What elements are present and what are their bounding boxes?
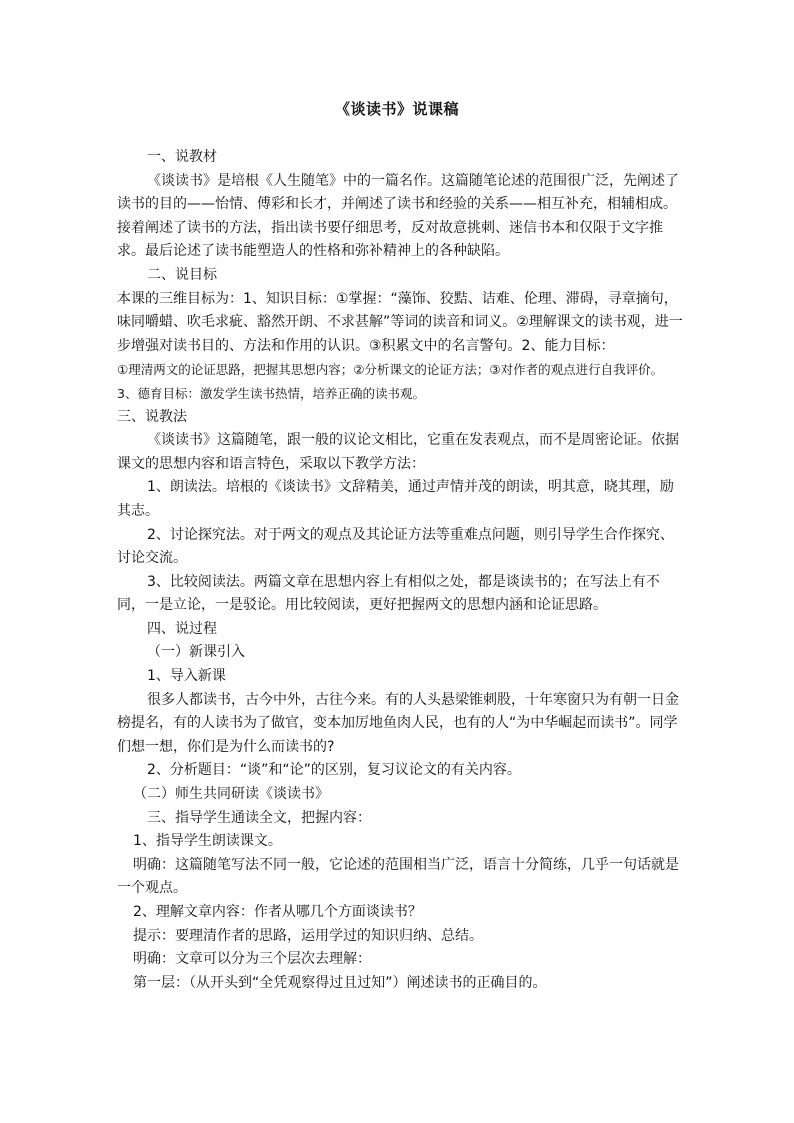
document-body [117, 146, 683, 995]
subheading-new-lesson: （一）新课引入 [147, 644, 245, 661]
section-heading-goals: 二、说目标 [147, 266, 217, 283]
subheading-joint-study: （二）师生共同研读《谈读书》 [133, 786, 329, 803]
section-heading-textbook: 一、说教材 [147, 149, 217, 165]
subheading-introduction: 1、导入新课 [147, 668, 226, 685]
paragraph-textbook-intro: 《谈读书》是培根《人生随笔》中的一篇名作。这篇随笔论述的范围很广泛，先阐述了读书的目的——怡情、傅彩和长才，并阐述了读书和经验的关系——相互补充，相辅相成。接着阐述了读书的方法，指出读书要仔细思考，反对故意挑刺、迷信书本和仅限于文字推求。最后论述了读书能塑造人的性格和弥补精神上的各种缺陷。 [117, 172, 679, 260]
paragraph-guide-read-aloud: 1、指导学生朗读课文。 [133, 833, 282, 850]
paragraph-understand-content: 2、理解文章内容：作者从哪几个方面谈读书？ [133, 904, 422, 920]
section-heading-methods: 三、说教法 [117, 408, 187, 425]
paragraph-method-discussion: 2、讨论探究法。对于两文的观点及其论证方法等重难点问题，则引导学生合作探究、讨论交流。 [117, 526, 674, 567]
document-title: 《谈读书》说课稿 [334, 100, 459, 118]
paragraph-analyze-title: 2、分析题目：“谈”和“论”的区别，复习议论文的有关内容。 [147, 762, 521, 779]
paragraph-hint: 提示：要理清作者的思路，运用学过的知识归纳、总结。 [133, 927, 483, 944]
paragraph-clarify-style: 明确：这篇随笔写法不同一般，它论述的范围相当广泛，语言十分简练，几乎一句话就是一个观点。 [117, 856, 679, 897]
paragraph-methods-intro: 《谈读书》这篇随笔，跟一般的议论文相比，它重在发表观点，而不是周密论证。依据课文的思想内容和语言特色，采取以下教学方法： [117, 432, 679, 472]
paragraph-first-layer: 第一层：（从开头到“全凭观察得过且过知”）阐述读书的正确目的。 [133, 974, 547, 991]
paragraph-method-reading: 1、朗读法。培根的《谈读书》文辞精美，通过声情并茂的朗读，明其意，晓其理，励其志。 [117, 479, 674, 519]
paragraph-method-comparison: 3、比较阅读法。两篇文章在思想内容上有相似之处，都是谈读书的；在写法上有不同，一是立论，一是驳论。用比较阅读，更好把握两文的思想内涵和论证思路。 [117, 573, 660, 614]
paragraph-introduction: 很多人都读书，古今中外，古往今来。有的人头悬梁锥刺股，十年寒窗只为有朝一日金榜提名，有的人读书为了做官，变本加厉地鱼肉人民，也有的人“为中华崛起而读书”。同学们想一想，你们是为什么而读书的? [117, 691, 679, 755]
paragraph-clarify-layers: 明确：文章可以分为三个层次去理解： [133, 951, 371, 968]
paragraph-goals-abilities: ①理清两文的论证思路，把握其思想内容；②分析课文的论证方法；③对作者的观点进行自我评价。3、德育目标：激发学生读书热情，培养正确的读书观。 [117, 362, 664, 401]
paragraph-goals: 本课的三维目标为：1、知识目标：①掌握：“藻饰、狡黠、诘难、伦理、滞碍，寻章摘句，味同嚼蜡、吹毛求疵、豁然开朗、不求甚解”等词的读音和词义。②理解课文的读书观，进一步增强对读书目的、方法和作用的认识。③积累文中的名言警句。2、能力目标： [117, 290, 683, 354]
subheading-guide-reading: 三、指导学生通读全文，把握内容： [147, 809, 371, 826]
section-heading-process: 四、说过程 [147, 620, 217, 637]
